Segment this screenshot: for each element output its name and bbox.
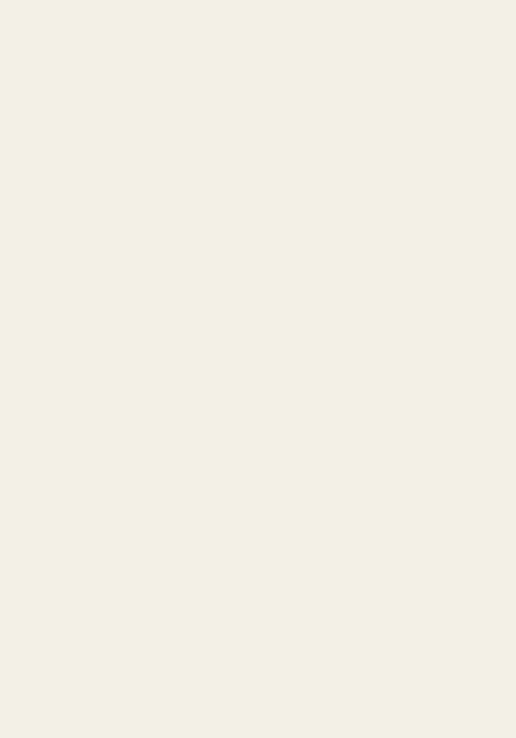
top-text-block: [14, 34, 494, 351]
bottom-text-block: [14, 374, 494, 692]
